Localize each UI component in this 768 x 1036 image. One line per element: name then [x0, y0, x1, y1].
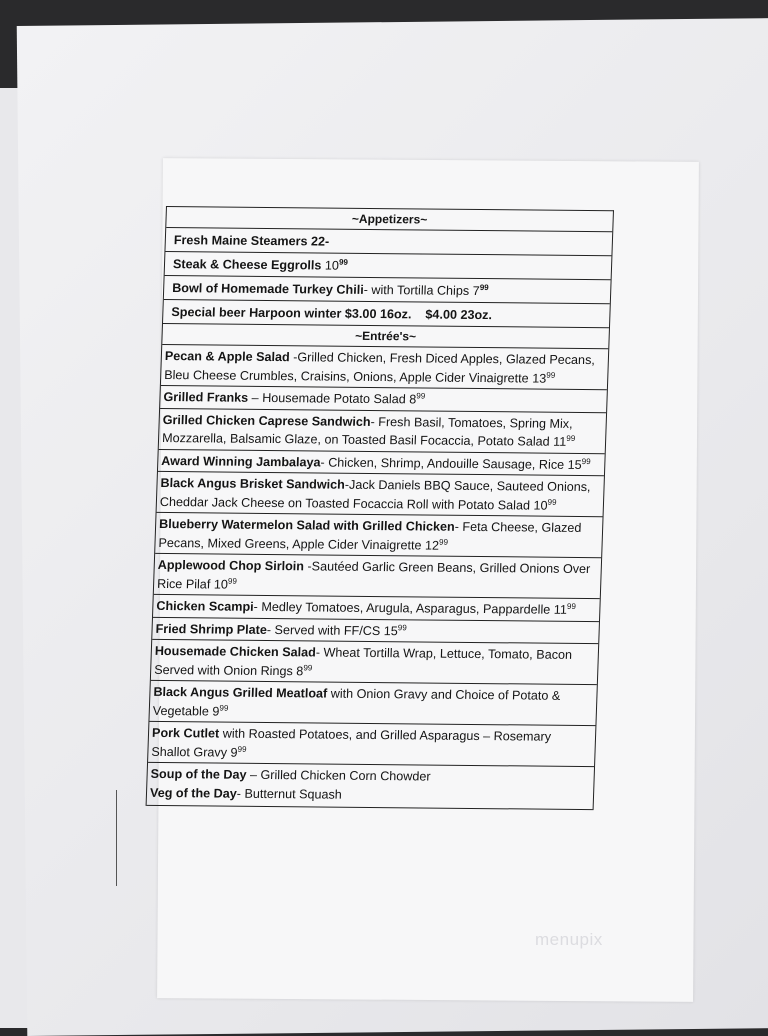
- menu-item: [149, 681, 596, 726]
- item-price: 11: [552, 434, 567, 449]
- appetizers-header: ~Appetizers~: [166, 207, 613, 232]
- item-price-cents: 99: [227, 576, 238, 586]
- item-name: Chicken Scampi: [156, 598, 254, 614]
- item-name-2: Veg of the Day: [149, 785, 238, 801]
- item-name: Bowl of Homemade Turkey Chili: [171, 281, 364, 297]
- menu-item: [154, 554, 601, 599]
- item-name: Pork Cutlet: [151, 725, 220, 741]
- item-price: 9: [212, 703, 220, 719]
- item-price: 12: [424, 538, 440, 553]
- item-price-cents: 99: [479, 283, 489, 293]
- item-price: 15: [383, 623, 399, 638]
- item-desc: - Chicken, Shrimp, Andouille Sausage, Rice: [320, 454, 568, 472]
- menu-table: [146, 206, 614, 810]
- item-desc-2: - Butternut Squash: [236, 786, 343, 802]
- item-name: Applewood Chop Sirloin: [157, 557, 305, 574]
- item-desc: - with Tortilla Chips: [363, 282, 470, 298]
- menu-item: [159, 408, 606, 453]
- item-price: 10: [324, 258, 340, 273]
- item-price: 11: [553, 602, 568, 617]
- special-beer: Special beer Harpoon winter $3.00 16oz. $4.00 23oz.: [171, 305, 493, 323]
- item-price-cents: 99: [438, 537, 449, 547]
- item-price-cents: 99: [219, 703, 229, 713]
- item-name: Soup of the Day: [150, 766, 247, 782]
- item-desc: -Sautéed Garlic Green Beans, Grilled Onions Over Rice Pilaf: [156, 559, 591, 591]
- item-name: Steak & Cheese Eggrolls: [172, 257, 322, 273]
- item-price-cents: 99: [237, 744, 247, 754]
- menu-item: [147, 763, 594, 810]
- item-name: Housemade Chicken Salad: [154, 643, 317, 660]
- item-price: 7: [472, 283, 480, 299]
- item-desc: with Roasted Potatoes, and Grilled Asparagus – Rosemary Shallot Gravy: [151, 726, 552, 760]
- item-price: 22-: [310, 234, 330, 249]
- item-desc: – Housemade Potato Salad: [247, 390, 410, 407]
- item-name: Grilled Chicken Caprese Sandwich: [162, 412, 371, 429]
- menu-item: [157, 472, 604, 517]
- item-price: 10: [533, 498, 548, 513]
- watermark-logo: menupix: [535, 930, 603, 949]
- item-price-cents: 99: [547, 497, 557, 507]
- item-desc: - Medley Tomatoes, Arugula, Asparagus, Pappardelle: [253, 599, 555, 617]
- item-desc: - Feta Cheese, Glazed Pecans, Mixed Greens, Apple Cider Vinaigrette: [158, 519, 582, 552]
- item-desc: - Fresh Basil, Tomatoes, Spring Mix, Mozzarella, Balsamic Glaze, on Toasted Basil Focaccia, Potato Salad: [161, 414, 573, 449]
- item-name: Grilled Franks: [163, 389, 249, 405]
- entrees-header: ~Entrée's~: [162, 324, 609, 349]
- item-name: Black Angus Brisket Sandwich: [160, 475, 346, 492]
- item-price-cents: 99: [546, 370, 556, 380]
- item-desc: - Wheat Tortilla Wrap, Lettuce, Tomato, Bacon Served with Onion Rings: [153, 645, 573, 678]
- item-price-cents: 99: [566, 601, 577, 611]
- item-name: Fried Shrimp Plate: [155, 621, 268, 637]
- item-price-cents: 99: [303, 662, 313, 672]
- item-price: 8: [296, 663, 304, 678]
- menu-item: [161, 345, 608, 390]
- pen-mark: [116, 790, 117, 886]
- item-desc: with Onion Gravy and Choice of Potato & Vegetable: [152, 686, 561, 718]
- item-name: Fresh Maine Steamers: [173, 233, 308, 249]
- menu-item: [148, 722, 595, 767]
- item-price-cents: 99: [338, 257, 349, 267]
- item-price-cents: 99: [566, 433, 576, 443]
- menu-item: [155, 513, 602, 558]
- item-desc: -Jack Daniels BBQ Sauce, Sauteed Onions, Cheddar Jack Cheese on Toasted Focaccia Roll with Potato Salad: [159, 477, 591, 513]
- menu-item: [151, 640, 598, 685]
- item-name: Pecan & Apple Salad: [164, 348, 290, 365]
- item-name: Award Winning Jambalaya: [161, 453, 321, 469]
- item-price-cents: 99: [416, 391, 426, 401]
- item-desc: – Grilled Chicken Corn Chowder: [246, 767, 431, 784]
- item-price: 13: [531, 371, 547, 386]
- item-name: Black Angus Grilled Meatloaf: [153, 684, 328, 701]
- item-price-cents: 99: [397, 622, 407, 632]
- item-price: 8: [408, 392, 417, 407]
- item-price: 9: [230, 745, 238, 760]
- item-price: 15: [567, 457, 582, 472]
- item-desc: - Served with FF/CS: [266, 622, 385, 638]
- item-price: 10: [213, 576, 229, 592]
- item-desc: -Grilled Chicken, Fresh Diced Apples, Glazed Pecans, Bleu Cheese Crumbles, Craisins, Onions, Apple Cider Vinaigrette: [164, 350, 596, 386]
- item-name: Blueberry Watermelon Salad with Grilled Chicken: [158, 516, 455, 534]
- item-price-cents: 99: [581, 456, 591, 466]
